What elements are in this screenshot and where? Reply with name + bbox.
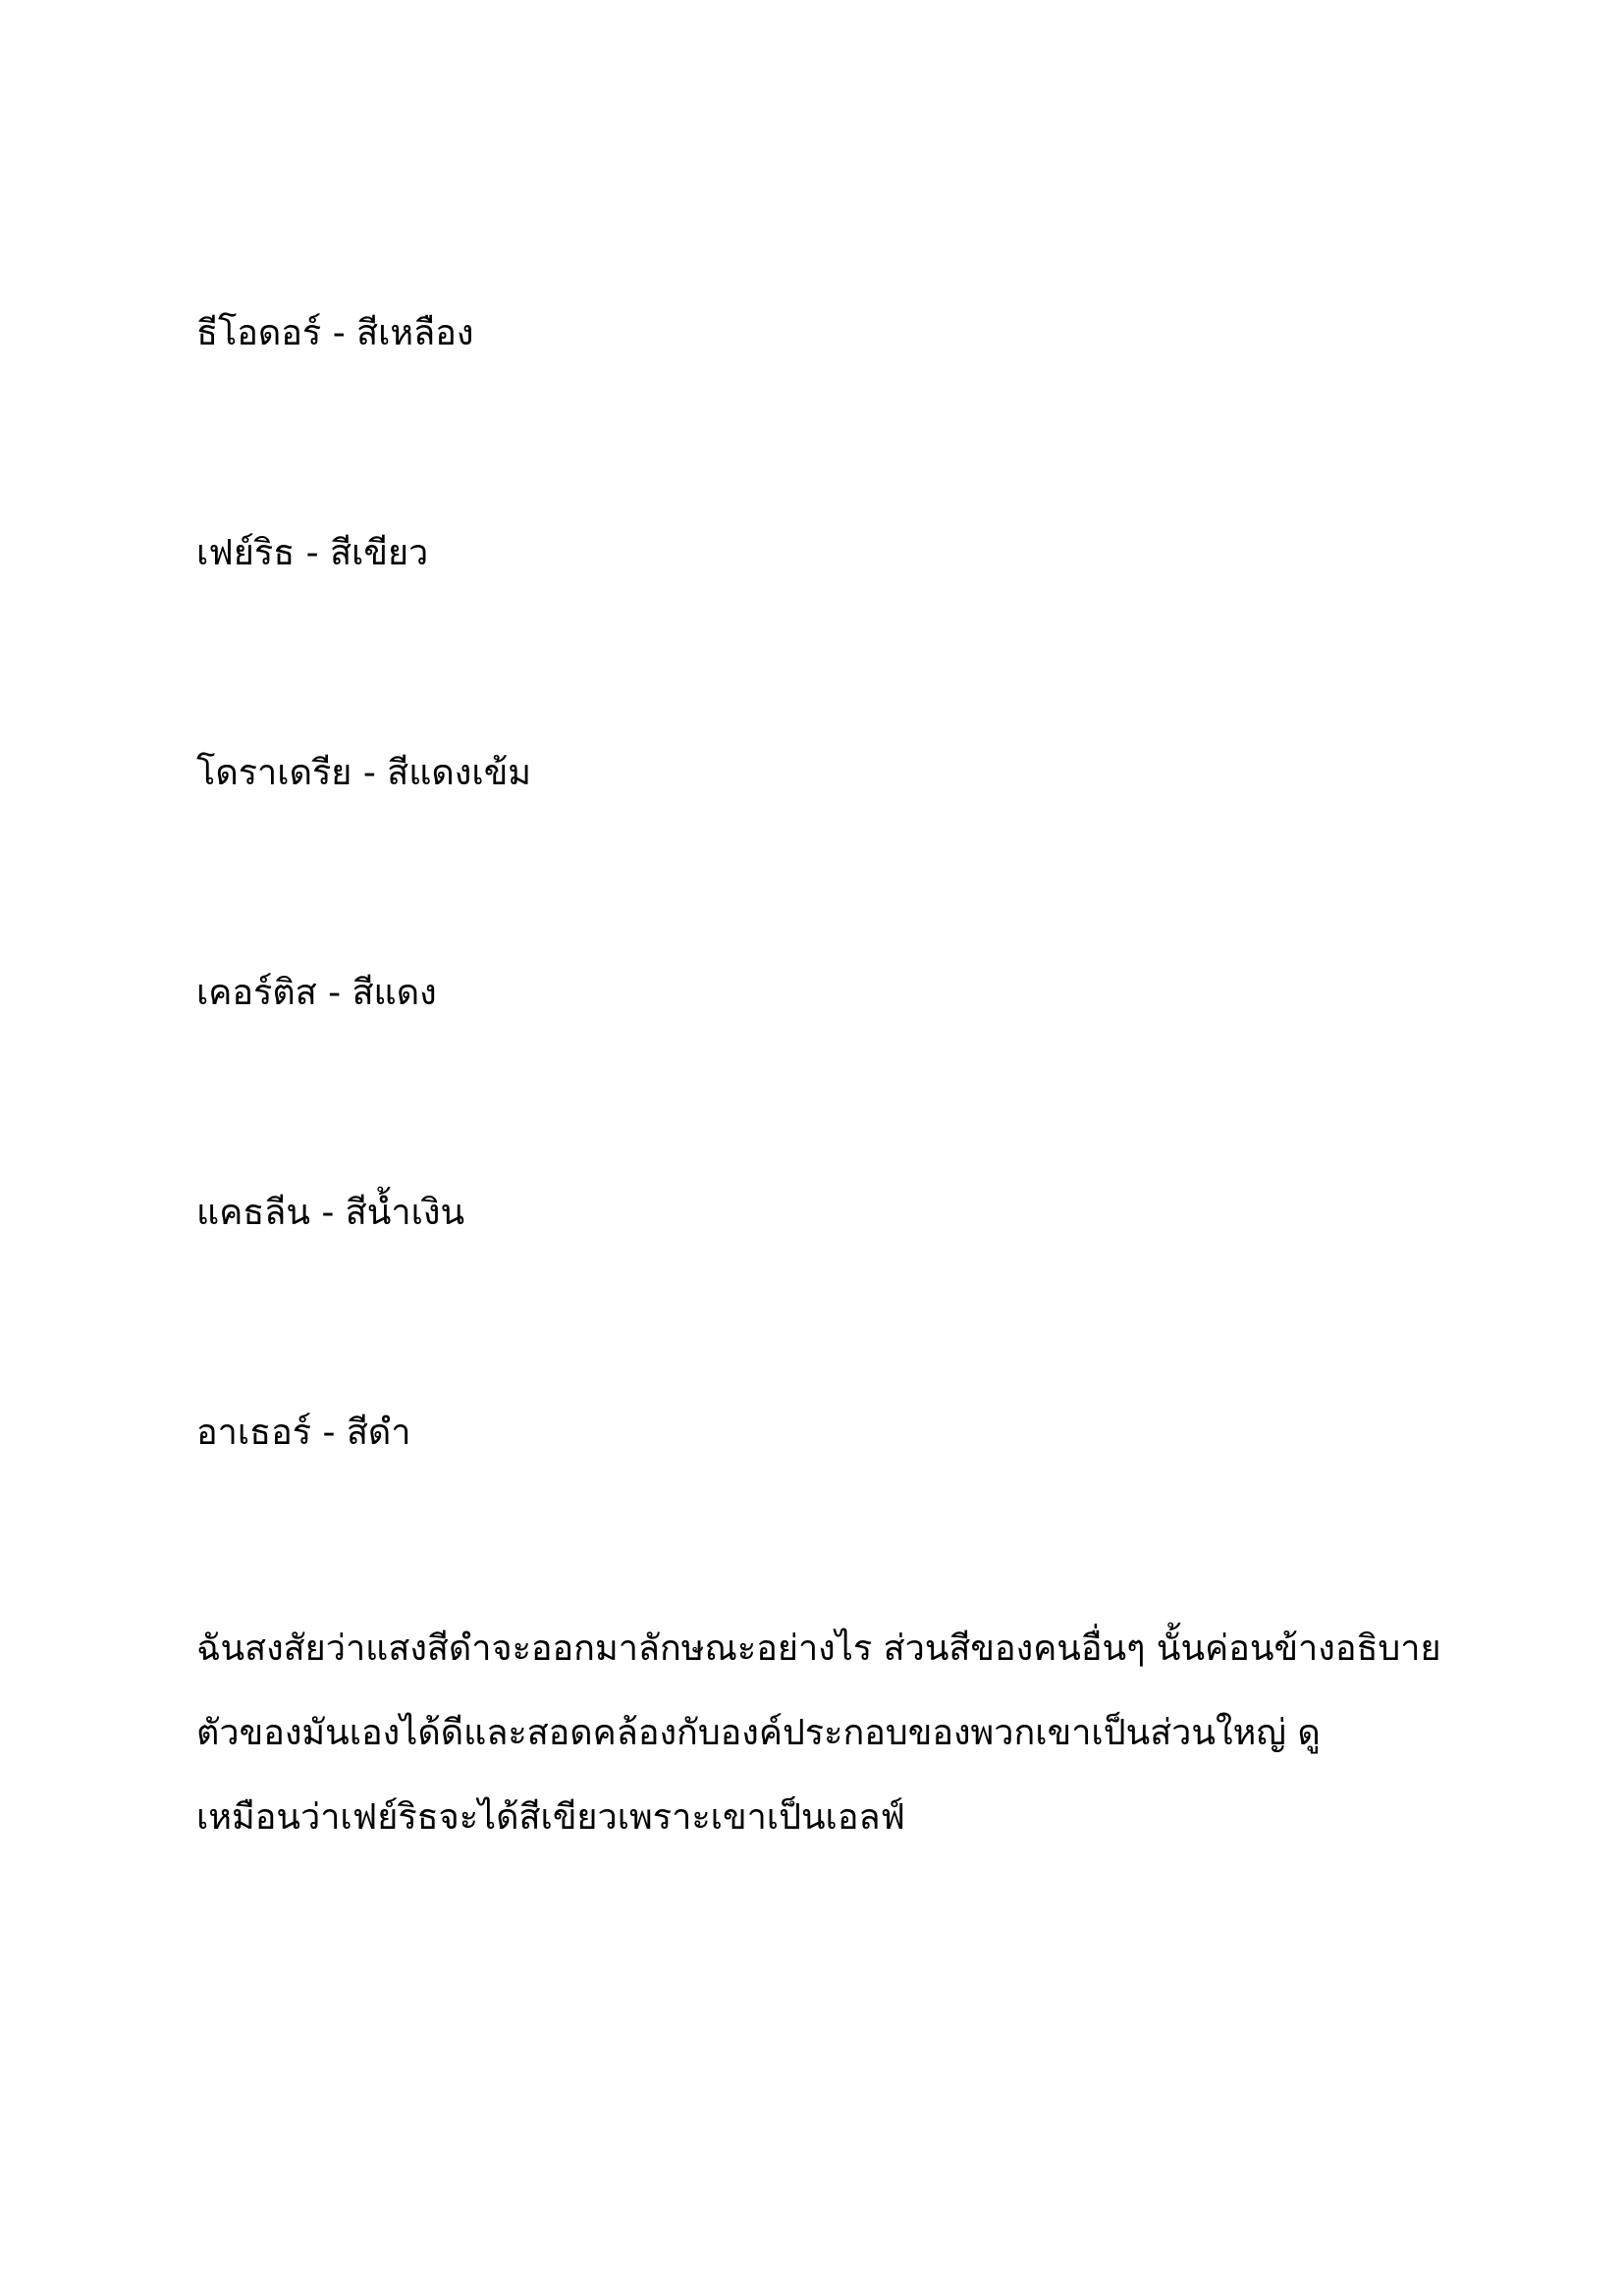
color-line-fayrith: เฟย์ริธ - สีเขียว xyxy=(196,533,429,573)
color-line-kathleen: แคธลีน - สีน้ำเงิน xyxy=(196,1193,465,1233)
color-line-curtis: เคอร์ติส - สีแดง xyxy=(196,973,437,1013)
paragraph-line: เหมือนว่าเฟย์ริธจะได้สีเขียวเพราะเขาเป็นเอลฟ์ xyxy=(196,1797,906,1838)
color-line-doradria: โดราเดรีย - สีแดงเข้ม xyxy=(196,753,532,793)
body-paragraph xyxy=(196,1618,1441,1871)
paragraph-line: ฉันสงสัยว่าแสงสีดำจะออกมาลักษณะอย่างไร ส่วนสีของคนอื่นๆ นั้นค่อนข้างอธิบาย xyxy=(196,1629,1441,1669)
paragraph-line: ตัวของมันเองได้ดีและสอดคล้องกับองค์ประกอบของพวกเขาเป็นส่วนใหญ่ ดู xyxy=(196,1713,1321,1753)
color-line-arthur: อาเธอร์ - สีดำ xyxy=(196,1413,411,1453)
color-line-theodore: ธีโอดอร์ - สีเหลือง xyxy=(196,313,474,353)
